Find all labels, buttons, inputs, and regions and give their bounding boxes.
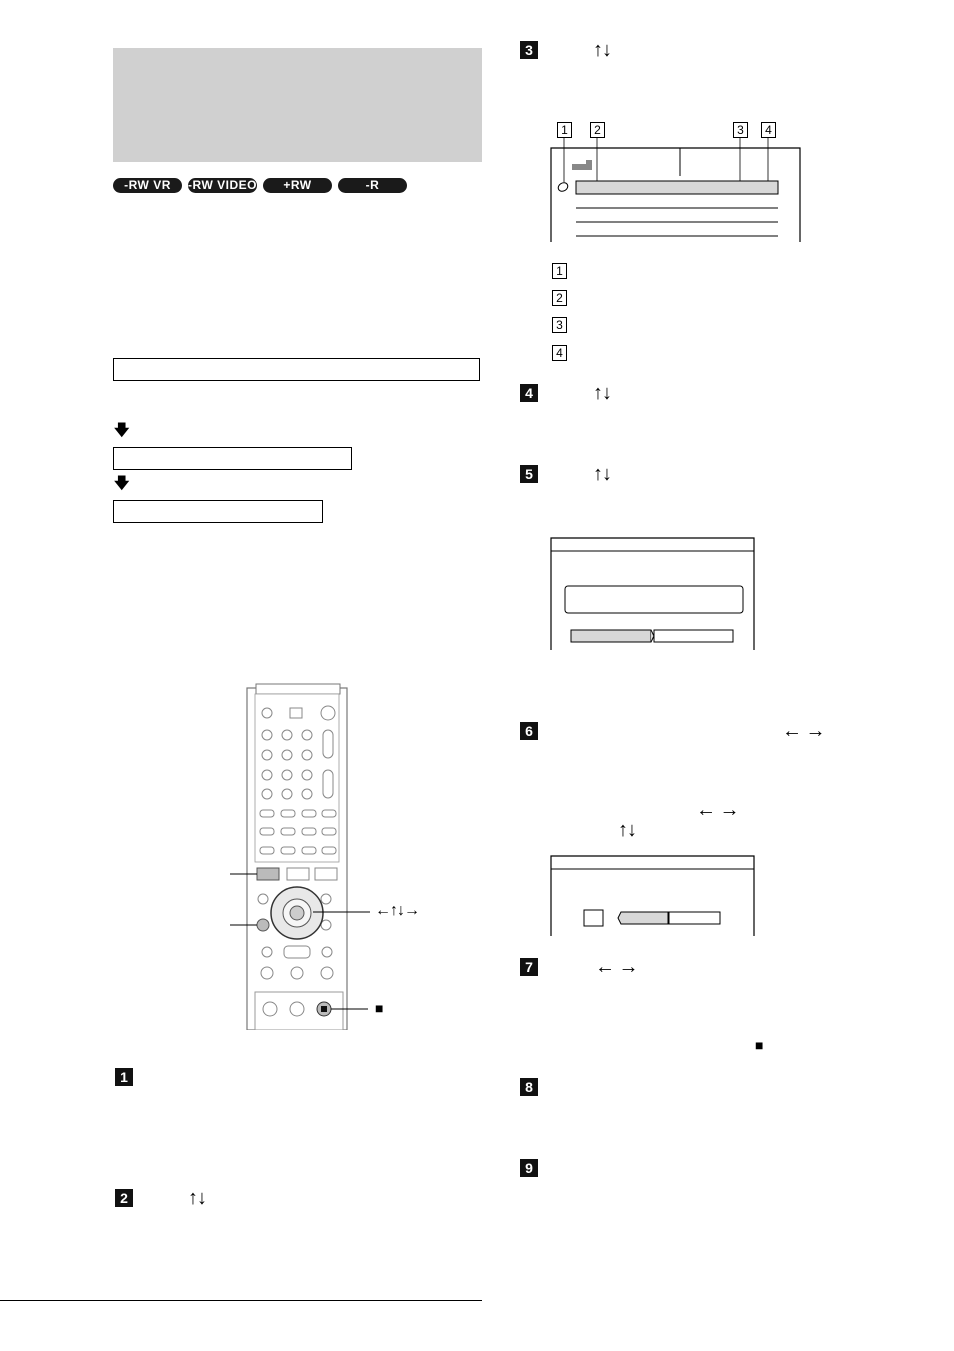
left-right-arrows-icon: ← → xyxy=(696,799,739,821)
callout-2: 2 xyxy=(590,122,605,138)
left-right-arrows-icon: ← → xyxy=(782,720,825,742)
step-7-number: 7 xyxy=(520,958,538,976)
disc-badge-r: -R xyxy=(338,178,407,193)
dialog-screen-1 xyxy=(548,536,758,652)
callout-1: 1 xyxy=(557,122,572,138)
legend-3: 3 xyxy=(552,317,567,333)
page-bottom-rule xyxy=(0,1300,482,1301)
legend-2: 2 xyxy=(552,290,567,306)
down-arrow-icon: 🡇 xyxy=(114,422,130,439)
flow-box-1 xyxy=(113,358,480,381)
step-2-number: 2 xyxy=(115,1189,133,1207)
legend-1: 1 xyxy=(552,263,567,279)
flow-box-3 xyxy=(113,500,323,523)
callout-4: 4 xyxy=(761,122,776,138)
stop-label: ■ xyxy=(375,1000,384,1016)
up-down-arrows-icon: ↑↓ xyxy=(593,39,611,61)
dialog-screen-2 xyxy=(548,854,758,938)
disc-badge-rw-vr: -RW VR xyxy=(113,178,182,193)
up-down-arrows-icon: ↑↓ xyxy=(618,819,636,841)
legend-4: 4 xyxy=(552,345,567,361)
step-3-number: 3 xyxy=(520,41,538,59)
disc-badge-plus-rw: +RW xyxy=(263,178,332,193)
stop-icon: ■ xyxy=(755,1037,764,1053)
step-9-number: 9 xyxy=(520,1159,538,1177)
up-down-arrows-icon: ↑↓ xyxy=(593,463,611,485)
remote-control-illustration xyxy=(200,680,460,1030)
disc-badge-rw-video: -RW VIDEO xyxy=(188,178,257,192)
cursor-keys-label: ←↑↓→ xyxy=(375,902,419,919)
up-down-arrows-icon: ↑↓ xyxy=(188,1187,206,1209)
down-arrow-icon: 🡇 xyxy=(114,475,130,492)
callout-3: 3 xyxy=(733,122,748,138)
step-1-number: 1 xyxy=(115,1068,133,1086)
up-down-arrows-icon: ↑↓ xyxy=(593,382,611,404)
flow-box-2 xyxy=(113,447,352,470)
step-6-number: 6 xyxy=(520,722,538,740)
section-title-box xyxy=(113,48,482,162)
step-4-number: 4 xyxy=(520,384,538,402)
left-right-arrows-icon: ← → xyxy=(595,956,638,978)
step-8-number: 8 xyxy=(520,1078,538,1096)
title-list-screen xyxy=(548,138,804,243)
step-5-number: 5 xyxy=(520,465,538,483)
